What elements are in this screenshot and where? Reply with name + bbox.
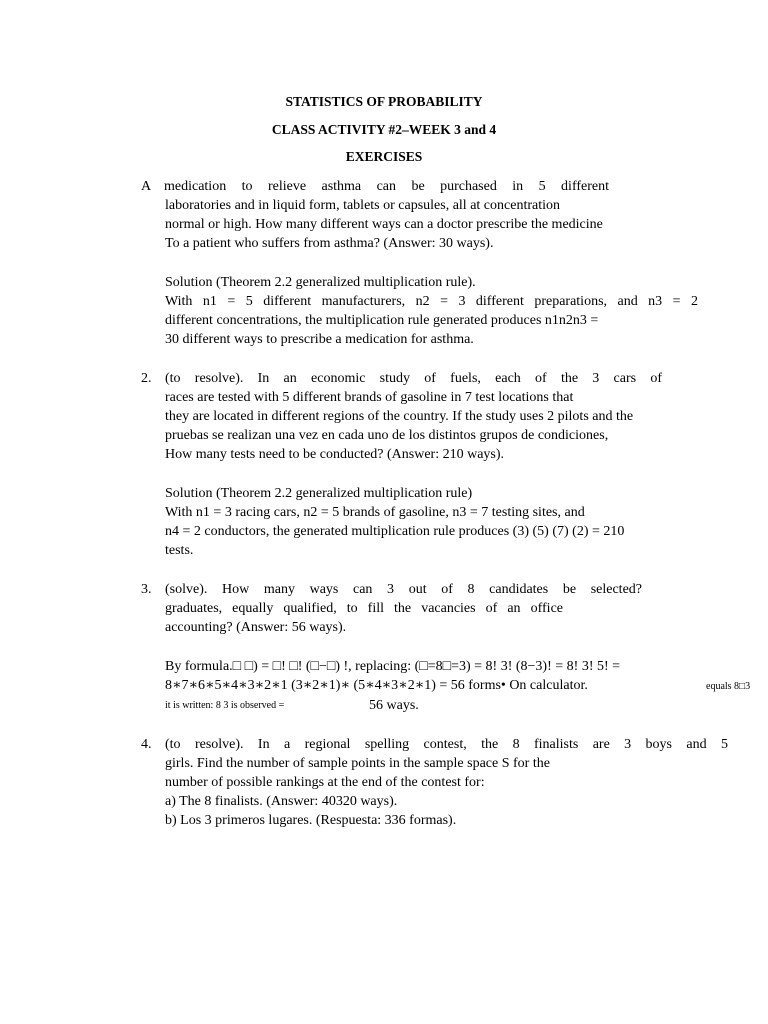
calculator-note: equals 8□3 [706,681,751,692]
exercise-1-solution-line: 30 different ways to prescribe a medication for asthma. [165,332,474,347]
calculator-written-label: it is written: 8 3 is observed = [165,700,285,711]
exercise-1-line: normal or high. How many different ways can a doctor prescribe the medicine [165,217,603,232]
exercise-2-solution-line: With n1 = 3 racing cars, n2 = 5 brands of gasoline, n3 = 7 testing sites, and [165,505,585,520]
exercise-2-solution-line: tests. [165,543,194,558]
exercise-4-line: number of possible rankings at the end of the contest for: [165,775,485,790]
exercise-1-solution-line: With n1 = 5 different manufacturers, n2 = 3 different preparations, and n3 = 2 [165,294,698,309]
exercise-3-line: graduates, equally qualified, to fill the vacancies of an office [165,601,563,616]
exercise-4-item-b: b) Los 3 primeros lugares. (Respuesta: 336 formas). [165,813,457,828]
exercise-3-line: accounting? (Answer: 56 ways). [165,620,347,635]
exercise-4-line: girls. Find the number of sample points in the sample space S for the [165,756,550,771]
exercise-4-marker: 4. [141,737,152,752]
exercise-4-line: (to resolve). In a regional spelling contest, the 8 finalists are 3 boys and 5 [165,737,728,752]
exercise-2-line: races are tested with 5 different brands of gasoline in 7 test locations that [165,390,574,405]
exercise-1-line: To a patient who suffers from asthma? (Answer: 30 ways). [165,236,494,251]
exercise-2-line: (to resolve). In an economic study of fuels, each of the 3 cars of [165,371,662,386]
document-subtitle: CLASS ACTIVITY #2–WEEK 3 and 4 [271,122,497,137]
calculator-result: 56 ways. [369,698,419,713]
section-heading: EXERCISES [345,149,423,164]
exercise-2-solution-line: n4 = 2 conductors, the generated multiplication rule produces (3) (5) (7) (2) = 210 [165,524,625,539]
exercise-3-line: (solve). How many ways can 3 out of 8 candidates be selected? [165,582,642,597]
exercise-4-item-a: a) The 8 finalists. (Answer: 40320 ways). [165,794,398,809]
exercise-2-line: pruebas se realizan una vez en cada uno de los distintos grupos de condiciones, [165,428,609,443]
exercise-2-marker: 2. [141,371,152,386]
exercise-1-solution-title: Solution (Theorem 2.2 generalized multiplication rule). [165,275,476,290]
exercise-3-formula: 8∗7∗6∗5∗4∗3∗2∗1 (3∗2∗1)∗ (5∗4∗3∗2∗1) = 56 forms• On calculator. [165,678,588,693]
exercise-3-formula: By formula.□ □) = □! □! (□−□) !, replacing: (□=8□=3) = 8! 3! (8−3)! = 8! 3! 5! = [165,659,621,674]
document-title: STATISTICS OF PROBABILITY [285,94,483,109]
exercise-2-line: they are located in different regions of the country. If the study uses 2 pilots and the [165,409,634,424]
exercise-1-line: medication to relieve asthma can be purchased in 5 different [164,179,609,194]
exercise-1-marker: A [141,179,152,194]
exercise-1-line: laboratories and in liquid form, tablets or capsules, all at concentration [165,198,560,213]
exercise-2-solution-title: Solution (Theorem 2.2 generalized multiplication rule) [165,486,473,501]
exercise-2-line: How many tests need to be conducted? (Answer: 210 ways). [165,447,505,462]
exercise-1-solution-line: different concentrations, the multiplication rule generated produces n1n2n3 = [165,313,599,328]
exercise-3-marker: 3. [141,582,152,597]
